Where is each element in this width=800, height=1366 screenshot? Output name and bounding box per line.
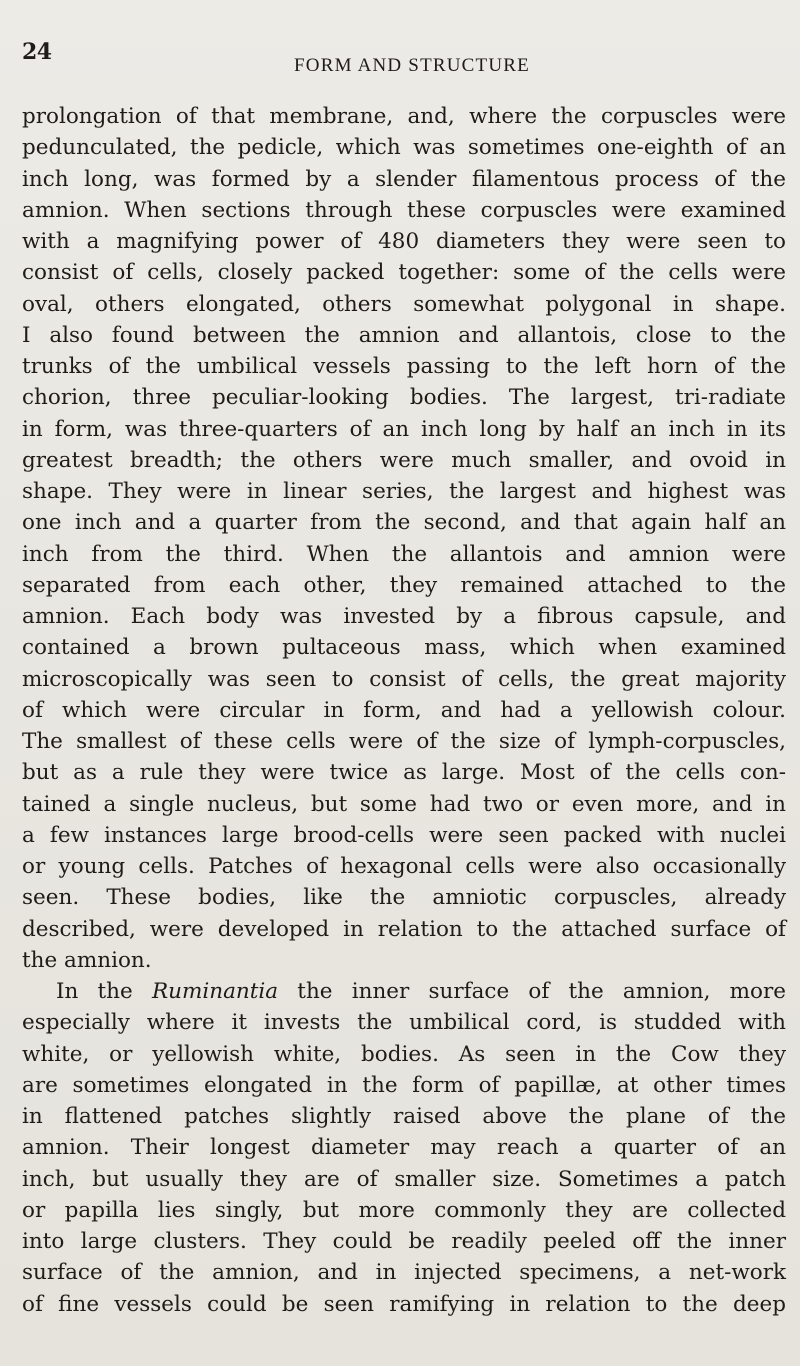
text-line: amnion. Each body was invested by a fibrous capsule, and bbox=[22, 604, 786, 629]
text-line: amnion. Their longest diameter may reach a quarter of an bbox=[22, 1135, 786, 1161]
text-line: prolongation of that membrane, and, where the corpuscles were bbox=[22, 104, 786, 129]
text-line: separated from each other, they remained attached to the bbox=[22, 572, 786, 598]
text-line: contained a brown pultaceous mass, which when examined bbox=[22, 635, 786, 661]
text-line: in form, was three-quarters of an inch long by half an inch in its bbox=[22, 416, 786, 442]
text-line: described, were developed in relation to the attached surface of bbox=[22, 916, 786, 942]
text-line: chorion, three peculiar-looking bodies. The largest, tri-radiate bbox=[22, 385, 786, 411]
text-line: inch long, was formed by a slender filamentous process of the bbox=[22, 166, 786, 192]
text-line: of fine vessels could be seen ramifying in relation to the deep bbox=[22, 1291, 786, 1317]
text-line: a few instances large brood-cells were seen packed with nuclei bbox=[22, 822, 786, 848]
text-run: the inner surface of the amnion, more bbox=[278, 979, 786, 1004]
text-line: with a magnifying power of 480 diameters they were seen to bbox=[22, 229, 786, 254]
text-line: or papilla lies singly, but more commonly they are collected bbox=[22, 1197, 786, 1223]
text-line: The smallest of these cells were of the size of lymph-corpuscles, bbox=[22, 729, 786, 754]
text-line: greatest breadth; the others were much smaller, and ovoid in bbox=[22, 447, 786, 473]
text-line: pedunculated, the pedicle, which was sometimes one-eighth of an bbox=[22, 135, 786, 161]
text-line: consist of cells, closely packed together: some of the cells were bbox=[22, 260, 786, 286]
text-line: inch from the third. When the allantois and amnion were bbox=[22, 541, 786, 567]
text-line: in flattened patches slightly raised above the plane of the bbox=[22, 1104, 786, 1129]
body-text bbox=[22, 101, 786, 1320]
text-line: seen. These bodies, like the amniotic corpuscles, already bbox=[22, 885, 786, 911]
italic-term: Ruminantia bbox=[151, 979, 279, 1004]
text-line: oval, others elongated, others somewhat polygonal in shape. bbox=[22, 291, 786, 317]
text-line: the amnion. bbox=[22, 947, 152, 973]
text-line: one inch and a quarter from the second, and that again half an bbox=[22, 510, 786, 536]
text-run: In the bbox=[56, 979, 152, 1004]
running-title: FORM AND STRUCTURE bbox=[294, 55, 530, 76]
text-line: amnion. When sections through these corpuscles were examined bbox=[22, 197, 786, 223]
text-line: trunks of the umbilical vessels passing to the left horn of the bbox=[22, 354, 786, 379]
text-line: but as a rule they were twice as large. Most of the cells con- bbox=[22, 760, 786, 786]
paragraph-2 bbox=[22, 976, 786, 1320]
text-line: are sometimes elongated in the form of papillæ, at other times bbox=[22, 1072, 786, 1098]
text-line: into large clusters. They could be readily peeled off the inner bbox=[22, 1229, 786, 1254]
text-line: especially where it invests the umbilical cord, is studded with bbox=[22, 1010, 786, 1036]
text-line: or young cells. Patches of hexagonal cells were also occasionally bbox=[22, 854, 786, 879]
text-line: surface of the amnion, and in injected specimens, a net-work bbox=[22, 1260, 786, 1286]
page-number: 24 bbox=[22, 39, 52, 65]
text-line: inch, but usually they are of smaller size. Sometimes a patch bbox=[22, 1166, 786, 1192]
text-line: I also found between the amnion and allantois, close to the bbox=[22, 322, 786, 348]
text-line: microscopically was seen to consist of cells, the great majority bbox=[22, 666, 786, 692]
text-line: white, or yellowish white, bodies. As seen in the Cow they bbox=[22, 1041, 786, 1067]
text-line bbox=[22, 976, 786, 1007]
text-line: shape. They were in linear series, the largest and highest was bbox=[22, 479, 786, 504]
text-line: tained a single nucleus, but some had two or even more, and in bbox=[22, 791, 786, 817]
text-line: of which were circular in form, and had a yellowish colour. bbox=[22, 697, 786, 723]
paragraph-1 bbox=[22, 101, 786, 976]
